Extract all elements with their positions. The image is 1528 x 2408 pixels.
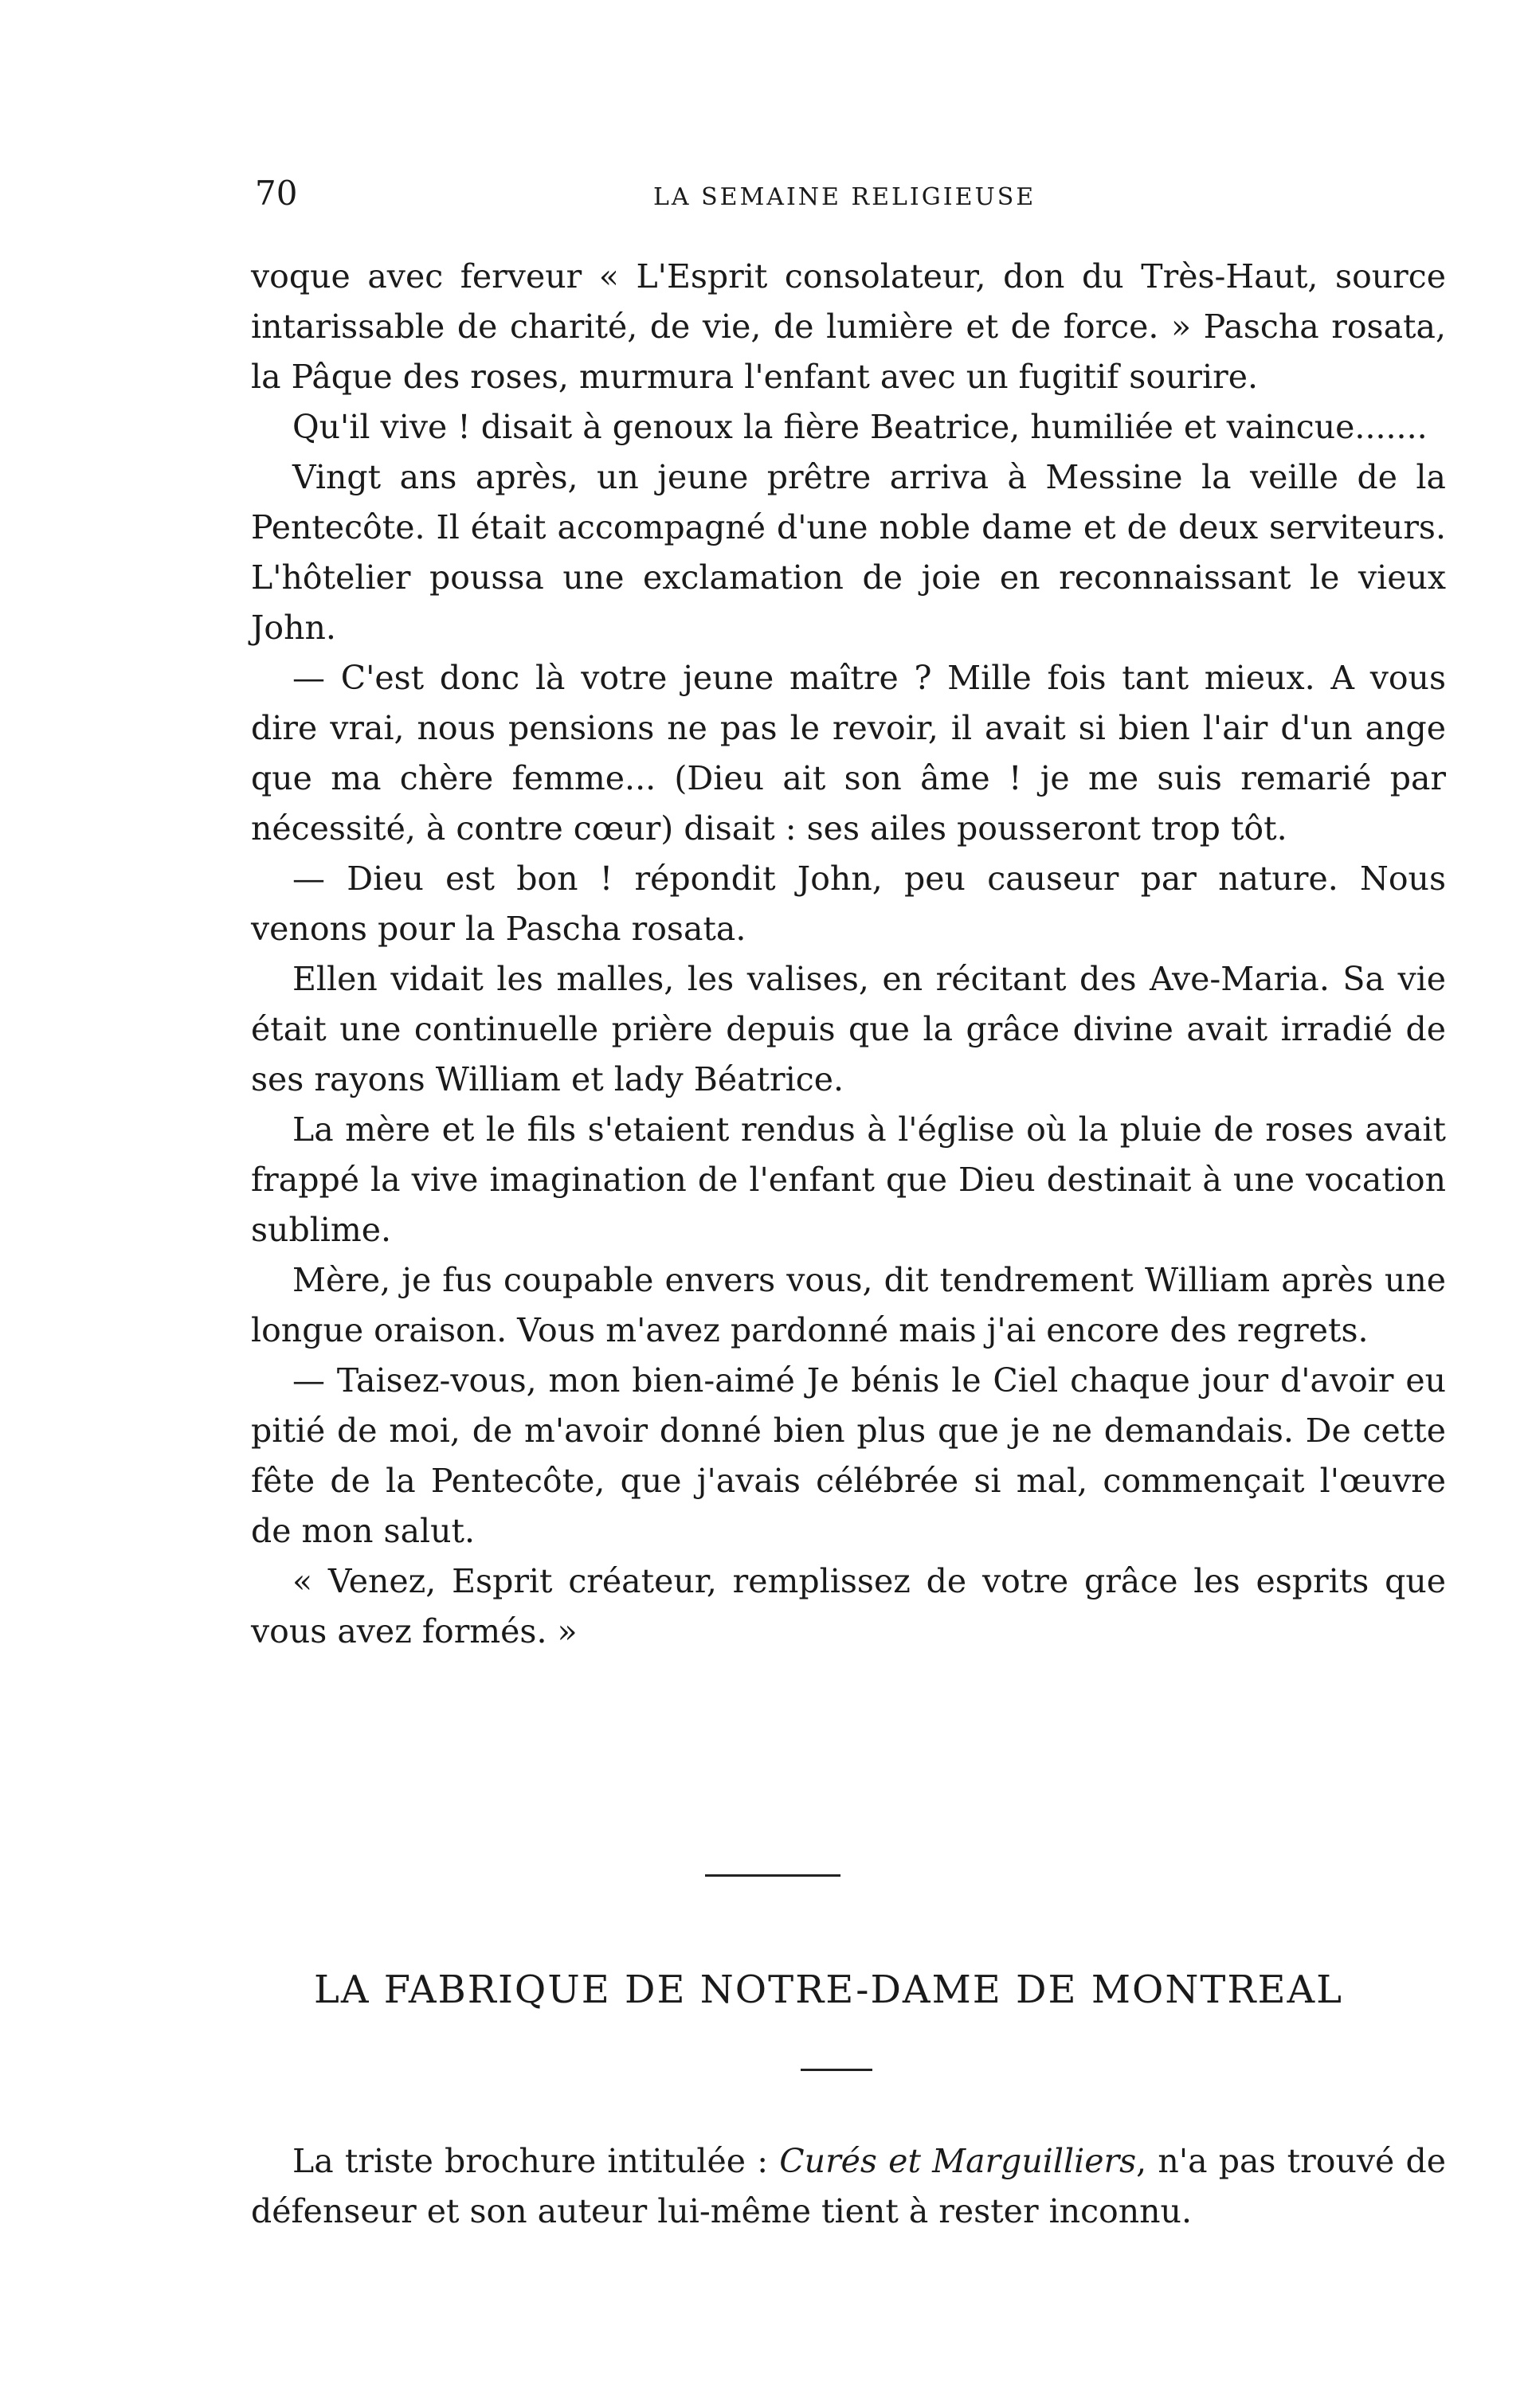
story-text: [251, 252, 1446, 1657]
paragraph: Mère, je fus coupable envers vous, dit tendrement William après une longue oraison. Vous m'avez pardonné mais j'ai encore des regrets.: [251, 1261, 1446, 1349]
paragraph: « Venez, Esprit créateur, remplissez de votre grâce les esprits que vous avez formés. »: [251, 1562, 1446, 1650]
paragraph: Qu'il vive ! disait à genoux la fière Beatrice, humiliée et vaincue.......: [292, 408, 1428, 446]
paragraph: [251, 2136, 1446, 2237]
running-head: LA SEMAINE RELIGIEUSE: [653, 183, 1036, 211]
page-header: [255, 174, 1466, 221]
italic-title: Curés et Marguilliers: [779, 2142, 1137, 2180]
section-divider: [705, 1874, 840, 1877]
page-number: 70: [255, 174, 298, 213]
paragraph: La mère et le fils s'etaient rendus à l'église où la pluie de roses avait frappé la vive imagination de l'enfant que Dieu destinait à une vocation sublime.: [251, 1110, 1446, 1249]
paragraph: Ellen vidait les malles, les valises, en récitant des Ave-Maria. Sa vie était une continuelle prière depuis que la grâce divine avait irradié de ses rayons William et lady Béatrice.: [251, 960, 1446, 1098]
paragraph: — Taisez-vous, mon bien-aimé Je bénis le Ciel chaque jour d'avoir eu pitié de moi, de m'avoir donné bien plus que je ne demandais. De cette fête de la Pentecôte, que j'avais célébrée si mal, commençait l'œuvre de mon salut.: [251, 1361, 1446, 1550]
text-run: , n'a pas trouvé de défenseur et son auteur lui-même tient à rester inconnu.: [251, 2142, 1446, 2230]
paragraph: — C'est donc là votre jeune maître ? Mille fois tant mieux. A vous dire vrai, nous pensions ne pas le revoir, il avait si bien l'air d'un ange que ma chère femme... (Dieu ait son âme ! je me suis remarié par nécessité, à contre cœur) disait : ses ailes pousseront trop tôt.: [251, 659, 1446, 848]
paragraph: voque avec ferveur « L'Esprit consolateur, don du Très-Haut, source intarissable de charité, de vie, de lumière et de force. » Pascha rosata, la Pâque des roses, murmura l'enfant avec un fugitif sourire.: [251, 257, 1446, 396]
section-text: [251, 2136, 1446, 2237]
paragraph: — Dieu est bon ! répondit John, peu causeur par nature. Nous venons pour la Pascha rosata.: [251, 859, 1446, 948]
title-underline: [801, 2069, 872, 2071]
paragraph: Vingt ans après, un jeune prêtre arriva à Messine la veille de la Pentecôte. Il était accompagné d'une noble dame et de deux serviteurs. L'hôtelier poussa une exclamation de joie en reconnaissant le vieux John.: [251, 458, 1446, 647]
text-run: La triste brochure intitulée :: [292, 2142, 780, 2180]
section-title: LA FABRIQUE DE NOTRE-DAME DE MONTREAL: [313, 1968, 1344, 2012]
